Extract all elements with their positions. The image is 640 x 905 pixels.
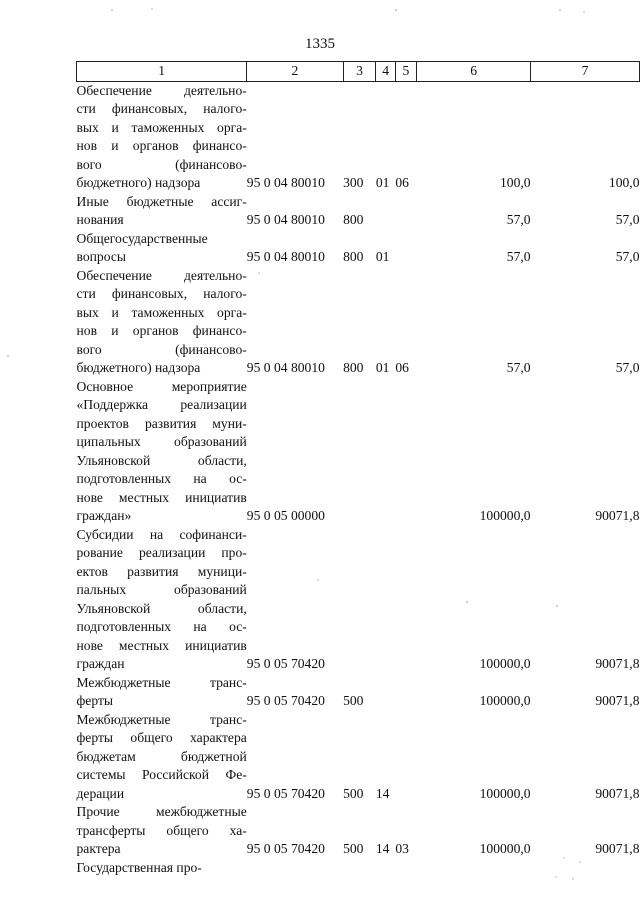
row-name-line: дерации [76, 785, 125, 801]
expense-type-cell: 500 [343, 693, 364, 708]
row-name-line: бюджетного) надзора [76, 360, 201, 375]
subsection-cell: 06 [395, 360, 409, 375]
column-header: 7 [531, 62, 640, 82]
row-name-line: нов и органов финансо- [76, 323, 247, 338]
row-name-line: вого (финансово- [76, 341, 247, 357]
amount-planned-cell: 100000,0 [479, 508, 531, 523]
row-name-line: подготовленных на ос- [76, 619, 247, 634]
amount-executed-cell: 90071,8 [595, 656, 640, 671]
code-cell: 95 0 05 00000 [246, 508, 325, 523]
section-cell: 01 [375, 360, 390, 375]
subsection-cell: 06 [395, 175, 409, 190]
expense-type-cell: 300 [343, 175, 364, 190]
column-header: 1 [77, 62, 247, 82]
amount-planned-cell: 57,0 [506, 249, 531, 264]
row-name-line: нования [76, 212, 124, 227]
row-name-line: Ульяновской области, [76, 452, 247, 468]
column-header: 2 [247, 62, 343, 82]
amount-executed-cell: 57,0 [615, 212, 640, 227]
row-name-line: Иные бюджетные ассиг- [76, 193, 247, 209]
row-name-line: трансферты общего ха- [76, 822, 247, 838]
row-name-line: Общегосударственные [76, 230, 208, 246]
code-cell: 95 0 04 80010 [246, 175, 325, 190]
amount-executed-cell: 90071,8 [595, 508, 640, 523]
amount-executed-cell: 90071,8 [595, 693, 640, 708]
page-number: 1335 [305, 36, 335, 52]
row-name-line: Обеспечение деятельно- [76, 82, 247, 98]
section-cell: 01 [375, 175, 390, 190]
code-cell: 95 0 05 70420 [246, 785, 325, 801]
column-header: 3 [343, 62, 376, 82]
row-name-line: пальных образований [76, 582, 247, 597]
amount-planned-cell: 100000,0 [479, 656, 531, 671]
row-name-line: сти финансовых, налого- [76, 101, 247, 116]
amount-planned-cell: 57,0 [506, 360, 531, 375]
row-name-line: Субсидии на софинанси- [76, 526, 247, 542]
code-cell: 95 0 05 70420 [246, 841, 325, 856]
expense-type-cell: 800 [343, 212, 364, 227]
amount-planned-cell: 100000,0 [479, 693, 531, 708]
expense-type-cell: 800 [343, 360, 364, 375]
row-name-line: Обеспечение деятельно- [76, 267, 247, 283]
amount-executed-cell: 90071,8 [595, 841, 640, 856]
column-header: 4 [376, 62, 395, 82]
column-header: 6 [417, 62, 531, 82]
row-name-line: вого (финансово- [76, 156, 247, 172]
row-name-line: рование реализации про- [76, 545, 247, 560]
amount-executed-cell: 90071,8 [595, 785, 640, 801]
row-name-line: вых и таможенных орга- [76, 304, 247, 320]
row-name-line: Государственная про- [76, 859, 202, 875]
row-name-line: ципальных образований [76, 434, 247, 449]
row-name-line: ферты [76, 693, 114, 708]
row-name-line: системы Российской Фе- [76, 767, 247, 782]
row-name-line: проектов развития муни- [76, 415, 247, 431]
code-cell: 95 0 04 80010 [246, 360, 325, 375]
subsection-cell: 03 [395, 841, 409, 856]
row-name-line: Межбюджетные транс- [76, 674, 247, 690]
row-name-line: бюджетам бюджетной [76, 748, 247, 764]
code-cell: 95 0 05 70420 [246, 656, 325, 671]
expense-type-cell: 800 [343, 249, 364, 264]
row-name-line: ферты общего характера [76, 730, 247, 745]
row-name-line: Прочие межбюджетные [76, 804, 247, 819]
code-cell: 95 0 04 80010 [246, 249, 325, 264]
row-name-line: рактера [76, 841, 121, 856]
amount-planned-cell: 100000,0 [479, 785, 531, 801]
row-name-line: «Поддержка реализации [76, 397, 247, 412]
row-name-line: ектов развития муници- [76, 563, 247, 579]
section-cell: 14 [375, 841, 390, 856]
row-name-line: Межбюджетные транс- [76, 711, 247, 727]
amount-planned-cell: 57,0 [506, 212, 531, 227]
section-cell: 14 [375, 785, 390, 801]
code-cell: 95 0 05 70420 [246, 693, 325, 708]
column-header: 5 [395, 62, 416, 82]
section-cell: 01 [375, 249, 390, 264]
amount-planned-cell: 100,0 [500, 175, 531, 190]
row-name-line: нове местных инициатив [76, 489, 247, 505]
amount-executed-cell: 100,0 [608, 175, 640, 190]
expense-type-cell: 500 [343, 785, 364, 801]
row-name-line: нове местных инициатив [76, 637, 247, 653]
amount-executed-cell: 57,0 [615, 249, 640, 264]
code-cell: 95 0 04 80010 [246, 212, 325, 227]
row-name-line: подготовленных на ос- [76, 471, 247, 486]
row-name-line: нов и органов финансо- [76, 138, 247, 153]
row-name-line: Основное мероприятие [76, 378, 247, 394]
row-name-line: Ульяновской области, [76, 600, 247, 616]
row-name-line: бюджетного) надзора [76, 175, 201, 190]
row-name-line: граждан» [76, 508, 132, 523]
amount-executed-cell: 57,0 [615, 360, 640, 375]
row-name-line: граждан [76, 656, 125, 671]
expense-type-cell: 500 [343, 841, 364, 856]
amount-planned-cell: 100000,0 [479, 841, 531, 856]
row-name-line: вых и таможенных орга- [76, 119, 247, 135]
row-name-line: сти финансовых, налого- [76, 286, 247, 301]
row-name-line: вопросы [76, 249, 126, 264]
